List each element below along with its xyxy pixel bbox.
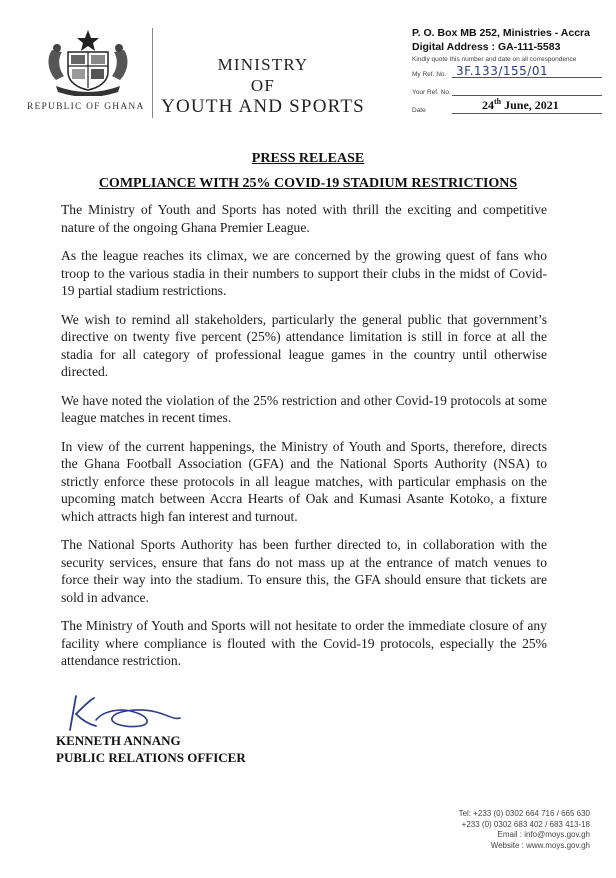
footer-website: Website : www.moys.gov.gh (490, 840, 590, 850)
paragraph-1: The Ministry of Youth and Sports has noted with thrill the exciting and competitive nature of the ongoing Ghana Premier League. (61, 202, 547, 235)
handwritten-signature (60, 690, 190, 734)
signatory-position: PUBLIC RELATIONS OFFICER (56, 750, 246, 765)
ministry-name (158, 54, 368, 117)
footer-tel-1: Tel: +233 (0) 0302 664 716 / 665 630 (458, 809, 590, 818)
document-subtitle: COMPLIANCE WITH 25% COVID-19 STADIUM RESTRICTIONS (98, 176, 518, 191)
date-value (482, 97, 559, 113)
letterhead-divider (152, 28, 153, 118)
ministry-line-2: OF (250, 76, 276, 95)
date-suffix: th (494, 97, 502, 106)
signatory-block (56, 732, 246, 766)
paragraph-4: We have noted the violation of the 25% restriction and other Covid-19 protocols at some league matches in recent times. (61, 392, 547, 425)
ghana-coat-of-arms-icon (38, 28, 138, 96)
footer-tel-2: +233 (0) 0302 683 402 / 683 413-18 (461, 819, 590, 829)
your-ref-line (452, 95, 602, 96)
document-title: PRESS RELEASE (251, 151, 365, 166)
paragraph-5: In view of the current happenings, the Ministry of Youth and Sports, therefore, directs the Ghana Football Association (GFA) and the National Sports Authority (NSA) to strictly enforce these protocols in all league matches, with particular emphasis on the upcoming match between Accra Hearts of Oak and Kumasi Asante Kotoko, a fixture which attracts high fan interest and turnout. (61, 438, 547, 524)
date-rest: June, 2021 (501, 98, 559, 112)
my-ref-row (412, 63, 602, 81)
date-row (412, 99, 602, 117)
address-line-1: P. O. Box MB 252, Ministries - Accra (412, 27, 590, 39)
your-ref-label: Your Ref. No. (412, 89, 451, 96)
contact-footer (459, 809, 590, 851)
address-line-2: Digital Address : GA-111-5583 (412, 41, 561, 53)
date-day: 24 (482, 98, 494, 112)
paragraph-7: The Ministry of Youth and Sports will not hesitate to order the immediate closure of any facility where compliance is flouted with the Covid-19 protocols, especially the 25% attendance restriction. (61, 618, 547, 668)
postal-address (412, 26, 602, 54)
republic-label: REPUBLIC OF GHANA (27, 102, 145, 112)
paragraph-6: The National Sports Authority has been further directed to, in collaboration with the security services, ensure that fans do not mass up at the entrance of match venues to force their way into the stadium. To ensure this, the GFA should ensure that tickets are sold in advance. (61, 537, 547, 605)
release-body (61, 201, 547, 681)
signatory-name: KENNETH ANNANG (56, 733, 181, 748)
reference-block (412, 56, 602, 117)
ministry-line-1: MINISTRY (217, 55, 309, 74)
my-ref-label: My Ref. No. (412, 71, 447, 78)
quote-note: Kindly quote this number and date on all correspondence (412, 56, 577, 63)
paragraph-3: We wish to remind all stakeholders, particularly the general public that government’s directive on twenty five percent (25%) attendance limitation is still in force at all the stadia for all category of professional league games in the country until otherwise directed. (61, 311, 547, 379)
my-ref-value: 3F.133/155/01 (456, 64, 549, 78)
footer-email: Email : info@moys.gov.gh (497, 830, 590, 839)
ministry-line-3: YOUTH AND SPORTS (161, 96, 365, 117)
date-label: Date (412, 107, 426, 114)
date-line (452, 113, 602, 114)
paragraph-2: As the league reaches its climax, we are concerned by the growing quest of fans who troop to the various stadia in their numbers to support their clubs in the midst of Covid-19 partial stadium restrictions. (61, 248, 547, 298)
